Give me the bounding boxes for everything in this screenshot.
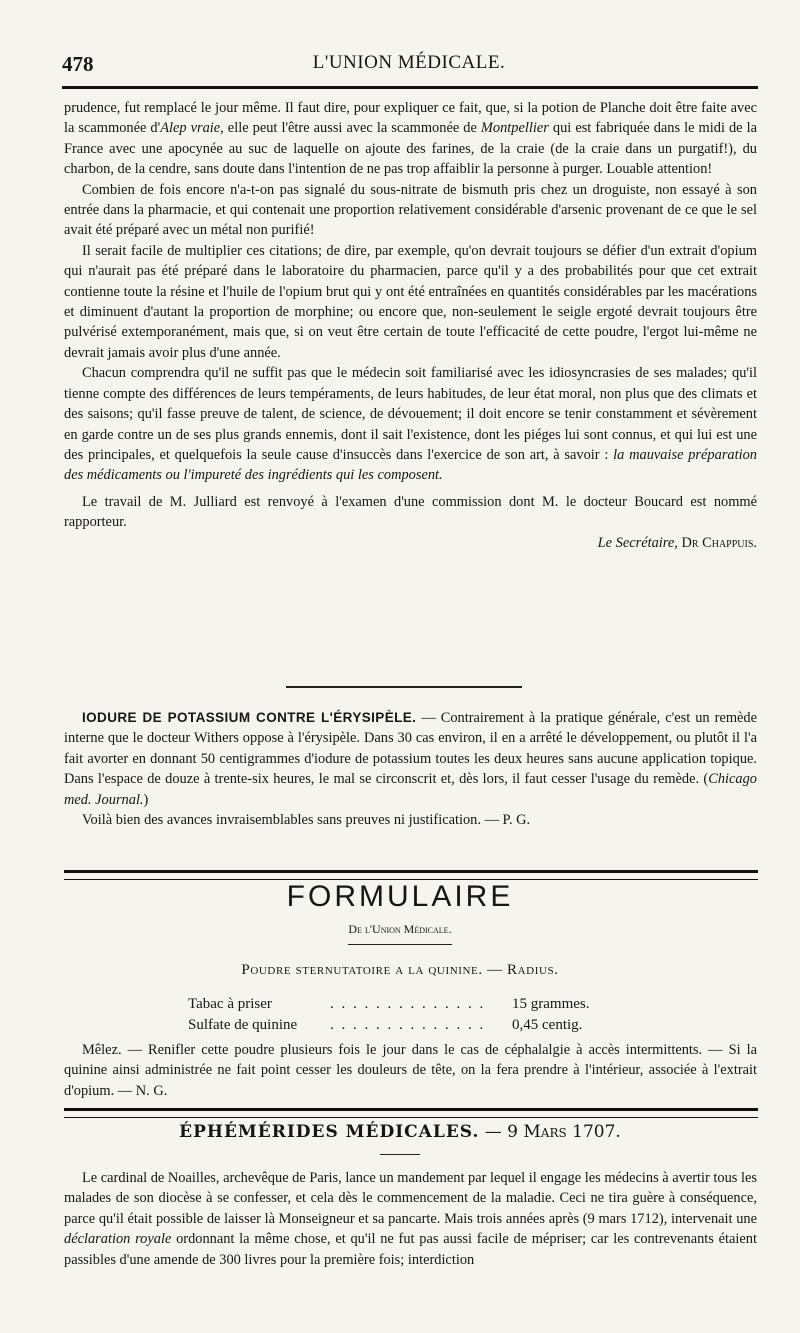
ingredient-quantity: 15 grammes. bbox=[512, 996, 590, 1012]
note-comment: Voilà bien des avances invraisemblables sans preuves ni justification. — P. G. bbox=[82, 812, 531, 829]
emphasis: Montpellier bbox=[480, 120, 549, 137]
emphasis: Alep vraie bbox=[160, 120, 221, 137]
paragraph-idiosyncrasies bbox=[64, 363, 757, 485]
paragraph-opium: Il serait facile de multiplier ces citations; de dire, par exemple, qu'on devrait toujours se défier d'un extrait d'opium qui n'aurait pas été préparé dans le laboratoire du pharmacien, parce qu'il y a des probabilités pour que cet extrait contienne toute la résine et l'huile de l'opium brut qui y ont été entraînées en quantités considérables par les macérations et diminuent d'autant la proportion de morphine; ou encore que, non-seulement le seigle ergoté devrait toujours être pulvérisé extemporanément, mais que, si on veut être certain de toute l'efficacité de cette poudre, l'ergot lui-même ne devrait jamais avoir plus d'une année. bbox=[64, 242, 757, 361]
text: qui est fabriquée dans le midi de la France avec une apocynée au suc de laquelle on ajoute des farines, de la craie (de la craie dans un purgatif!), du charbon, de la cendre, sans doute dans l'intention de ne pas trop affaiblir la personne à purger. Louable attention! bbox=[64, 120, 757, 178]
header-rule bbox=[62, 86, 758, 89]
note-paragraph bbox=[64, 708, 757, 810]
signature-role: Le Secrétaire bbox=[597, 534, 675, 551]
page-header bbox=[62, 46, 756, 80]
paragraph-commission: Le travail de M. Julliard est renvoyé à l'examen d'une commission dont M. le docteur Boucard est nommé rapporteur. bbox=[64, 493, 757, 531]
ephemerides-date: — 9 Mars 1707. bbox=[479, 1122, 621, 1142]
paragraph-scammonee bbox=[64, 98, 757, 180]
ephemerides-heading bbox=[0, 1122, 800, 1142]
text: , elle peut l'être aussi avec la scammonée de bbox=[220, 120, 481, 137]
instructions-text: Mêlez. — Renifler cette poudre plusieurs fois le jour dans le cas de céphalalgie à accès intermittents. — Si la quinine ainsi administrée ne fait point cesser les douleurs de tête, on la fera prendre à l'intérieur, associée à l'extrait d'opium. — N. G. bbox=[64, 1042, 757, 1099]
text: Chacun comprendra qu'il ne suffit pas que le médecin soit familiarisé avec les idiosyncrasies de ses malades; qu'il tienne compte des différences de leurs tempéraments, de leurs habitudes, de leur état moral, non plus que des climats et des saisons; qu'il fasse preuve de talent, de science, de dévouement; il doit encore se tenir constamment et sévèrement en garde contre un de ses plus grands ennemis, dont il sait l'existence, dont les piéges lui sont connus, et qui lui est une des principales, et quelquefois la seule cause d'insuccès dans l'exercice de son art, à savoir : bbox=[64, 365, 757, 463]
ingredient-row bbox=[0, 996, 800, 1018]
ingredient-leader: . . . . . . . . . . . . . . bbox=[330, 996, 486, 1012]
paragraph-bismuth: Combien de fois encore n'a-t-on pas signalé du sous-nitrate de bismuth pris chez un droguiste, non essayé à son entrée dans la pharmacie, et qui contenait une proportion relativement considérable d'arsenic provenant de ce que le sel avait été préparé avec un métal non purifié! bbox=[64, 181, 757, 239]
text: — Contrairement à la pratique générale, c'est un remède interne que le docteur Withers oppose à l'érysipèle. Dans 30 cas environ, il en a arrêté le développement, ou plutôt il l'a fait avorter en donnant 50 centigrammes d'iodure de potassium toutes les deux heures sans aucune application topique. Dans l'espace de douze à trente-six heures, le mal se circonscrit et, dès lors, il faut cesser l'usage du remède. ( bbox=[64, 710, 758, 788]
formulaire-title: FORMULAIRE bbox=[286, 880, 514, 913]
signature-name: , Dr Chappuis. bbox=[674, 534, 757, 551]
ephemerides-rule bbox=[64, 1108, 758, 1118]
formulaire-subtitle: De l'Union Médicale. bbox=[348, 922, 452, 936]
ephemerides-body bbox=[64, 1168, 757, 1270]
note-title: IODURE DE POTASSIUM CONTRE L'ÉRYSIPÈLE. bbox=[82, 710, 417, 725]
emphasis: la mauvaise préparation des médicaments ou l'impureté des ingrédients qui les composent. bbox=[64, 446, 757, 484]
emphasis: déclaration royale bbox=[64, 1231, 172, 1248]
text: prudence, fut remplacé le jour même. Il faut dire, pour expliquer ce fait, que, si la potion de Planche doit être faite avec la scammonée d' bbox=[64, 100, 757, 137]
text: Le cardinal de Noailles, archevêque de Paris, lance un mandement par lequel il engage les médecins à avertir tous les malades de son diocèse à se confesser, et cela dès le commencement de la maladie. Ceci ne tira guère à conséquence, parce qu'il était possible de laisser là Monseigneur et sa pancarte. Mais trois années après (9 mars 1712), intervenait une bbox=[64, 1170, 757, 1227]
ephemerides-paragraph bbox=[64, 1168, 757, 1270]
ingredient-quantity: 0,45 centig. bbox=[512, 1017, 583, 1033]
source-citation: Chicago med. Journal. bbox=[64, 771, 757, 808]
text: ) bbox=[143, 791, 149, 808]
recipe-instructions bbox=[64, 1040, 757, 1101]
signature bbox=[64, 533, 757, 553]
ingredient-row bbox=[0, 1017, 800, 1039]
text: ordonnant la même chose, et qu'il ne fut pas aussi facile de mépriser; car les contrevenants étaient passibles d'une amende de 300 livres pour la première fois; interdiction bbox=[64, 1231, 757, 1268]
formulaire-subrule bbox=[348, 944, 452, 945]
ephemerides-title: ÉPHÉMÉRIDES MÉDICALES. bbox=[179, 1122, 480, 1142]
recipe-title: Poudre sternutatoire a la quinine. — Radius. bbox=[241, 962, 559, 978]
iodure-note bbox=[64, 708, 757, 830]
page-number: 478 bbox=[62, 52, 94, 76]
ingredient-leader: . . . . . . . . . . . . . . bbox=[330, 1017, 486, 1033]
ephemerides-subrule bbox=[380, 1154, 420, 1155]
section-divider bbox=[286, 686, 522, 688]
article-body bbox=[64, 98, 757, 553]
ingredient-name: Sulfate de quinine bbox=[188, 1017, 298, 1033]
running-title: L'UNION MÉDICALE. bbox=[312, 52, 506, 73]
ingredient-name: Tabac à priser bbox=[188, 996, 272, 1012]
formulaire-rule bbox=[64, 870, 758, 880]
